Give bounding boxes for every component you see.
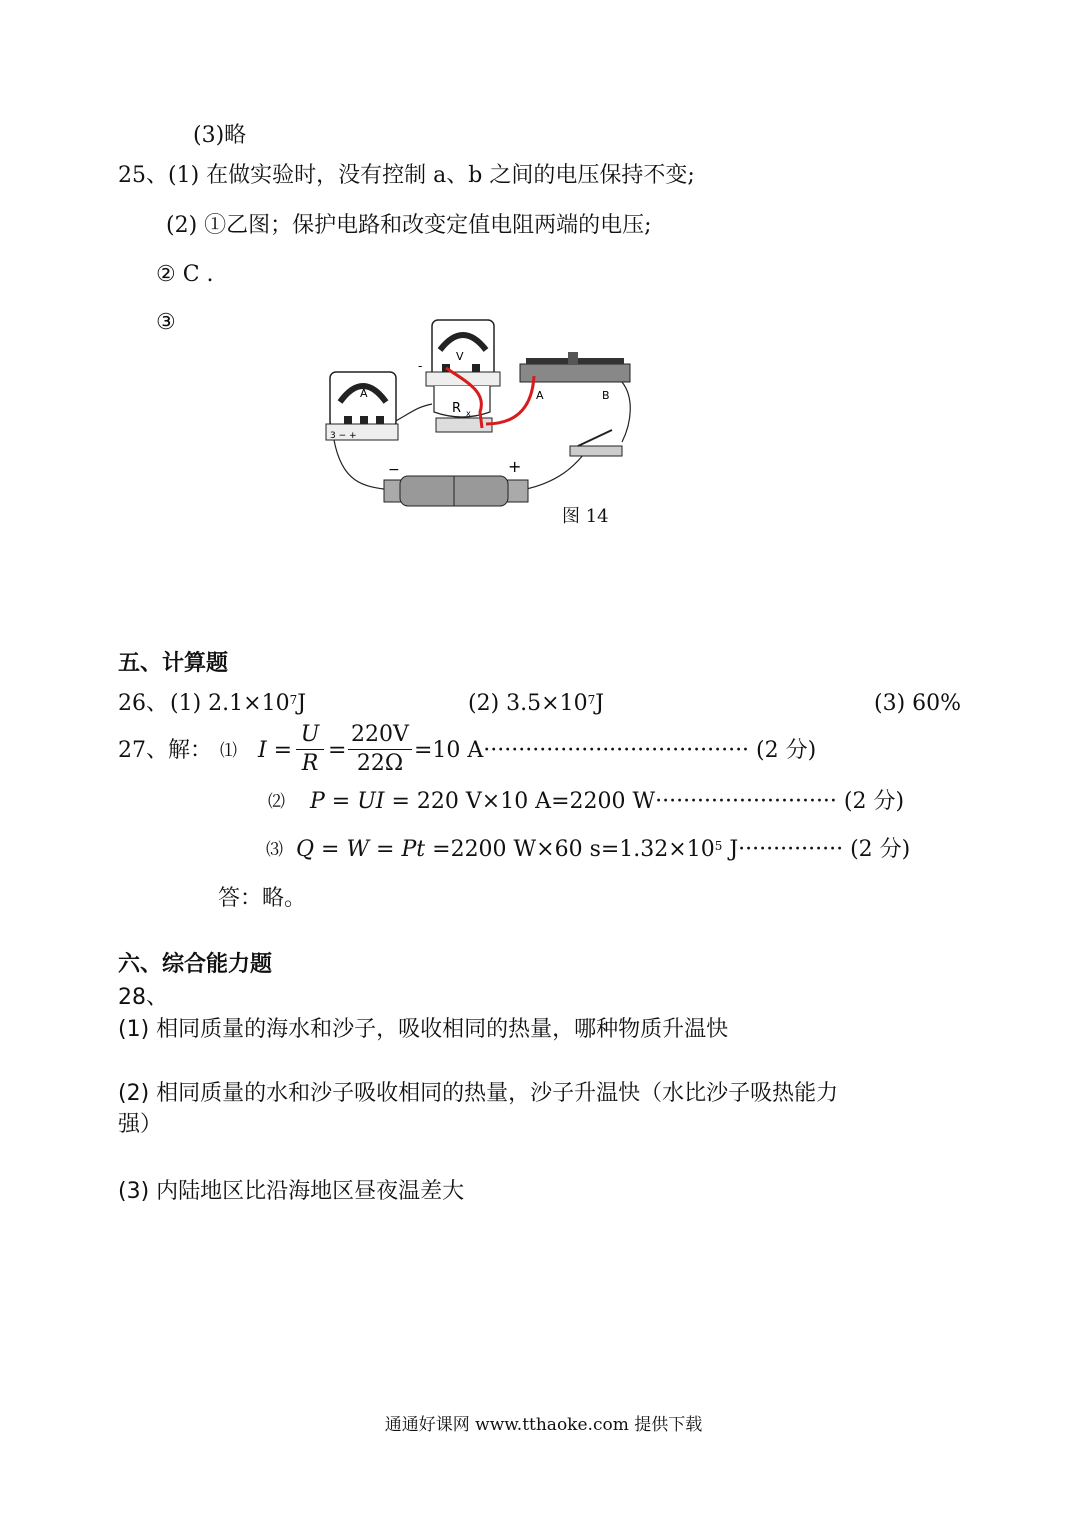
q25-part1: 25、(1) 在做实验时，没有控制 a、b 之间的电压保持不变; (118, 163, 695, 188)
battery-icon (384, 476, 528, 506)
q26-number: 26、 (118, 691, 168, 716)
resistor-label: R (452, 401, 462, 416)
q27-fraction-values (348, 721, 412, 778)
q28-number: 28、 (118, 985, 168, 1010)
battery-minus-label: − (388, 462, 400, 478)
q26-answer3: (3) 60% (874, 691, 962, 716)
q26-answer1: (1) $2.1\times 10^7J$ (170, 691, 307, 716)
q27-step2-label: ⑵ (268, 792, 285, 812)
rheostat-terminal-b-label: B (602, 389, 610, 402)
rheostat-terminal-a-label: A (536, 389, 544, 402)
fraction-denominator: R (296, 749, 324, 778)
q27-step1-result: =10 A······································ (2 分) (414, 738, 817, 763)
wire-battery-switch (522, 454, 584, 490)
voltmeter-minus-label: - (418, 359, 423, 373)
q28-answer3: (3) 内陆地区比沿海地区昼夜温差大 (118, 1179, 465, 1204)
figure-caption: 图 14 (562, 506, 609, 527)
wire-ammeter-meter (394, 404, 432, 422)
q27-number: 27、解： (118, 738, 212, 763)
circuit-figure (322, 312, 652, 532)
resistor-sub-label: x (466, 409, 471, 418)
q27-step3: Q = W = Pt =2200 W×60 $s=1.32\times 10^5$ J··············· (2 分) (296, 837, 911, 862)
section5-title: 五、计算题 (118, 651, 229, 676)
rheostat-icon (520, 352, 630, 382)
q27-step1-label: ⑴ (220, 741, 237, 761)
wire-switch-rheostat (622, 382, 630, 442)
q27-step2: P = UI = 220 V×10 A=2200 W·························· (2 分) (310, 789, 905, 814)
switch-icon (570, 430, 622, 456)
ammeter-icon (326, 372, 398, 440)
q26-answer2: (2) $3.5\times 10^7J$ (468, 691, 605, 716)
page-footer: 通通好课网 www.tthaoke.com 提供下载 (384, 1415, 703, 1435)
section6-title: 六、综合能力题 (118, 952, 273, 977)
q27-answer: 答：略。 (218, 886, 307, 911)
voltmeter-label: V (456, 350, 464, 363)
fraction-denominator: 22Ω (348, 749, 412, 778)
ammeter-label: A (360, 387, 368, 400)
wire-ammeter-battery (334, 440, 392, 490)
resistor-icon (434, 386, 492, 432)
fraction-numerator: U (300, 722, 320, 747)
q25-part2-sub2: ② C . (156, 262, 214, 287)
q28-answer2-cont: 强） (118, 1112, 163, 1137)
q28-answer1: (1) 相同质量的海水和沙子，吸收相同的热量，哪种物质升温快 (118, 1017, 729, 1042)
ammeter-terminal-labels: 3 − + (330, 431, 357, 441)
q24-part3: (3)略 (193, 123, 247, 148)
q25-part2-sub3: ③ (156, 310, 176, 335)
q27-step3-label: ⑶ (266, 840, 283, 860)
battery-plus-label: + (508, 457, 522, 476)
q27-step1-equals: = (328, 738, 347, 763)
q25-part2: (2) ①乙图；保护电路和改变定值电阻两端的电压; (166, 213, 652, 238)
q27-fraction-ur (296, 721, 324, 778)
q27-step1-lhs: I = (258, 738, 293, 763)
fraction-numerator: 220V (351, 722, 409, 747)
q28-answer2: (2) 相同质量的水和沙子吸收相同的热量，沙子升温快（水比沙子吸热能力 (118, 1081, 839, 1106)
